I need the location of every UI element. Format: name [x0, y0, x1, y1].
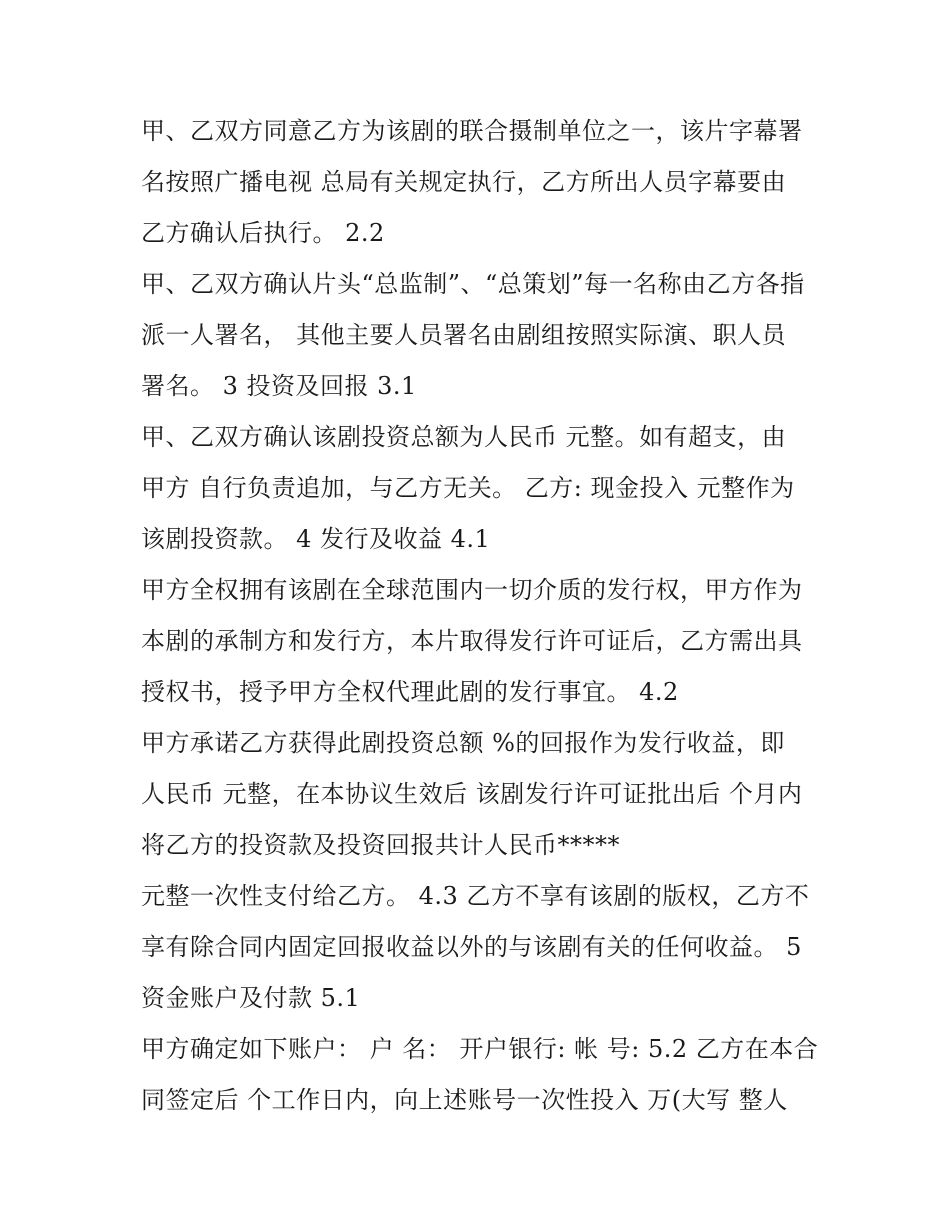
- text-line: 乙方确认后执行。 2.2: [141, 219, 385, 247]
- text-line: 甲方全权拥有该剧在全球范围内一切介质的发行权，甲方作为: [141, 576, 803, 604]
- text-line: 派一人署名， 其他主要人员署名由剧组按照实际演、职人员: [141, 321, 787, 349]
- text-line: 该剧投资款。 4 发行及收益 4.1: [141, 525, 491, 553]
- text-line: 甲、乙双方确认片头“总监制”、“总策划”每一名称由乙方各指: [141, 270, 805, 298]
- text-line: 甲方 自行负责追加，与乙方无关。 乙方: 现金投入 元整作为: [141, 474, 795, 502]
- text-line: 人民币 元整，在本协议生效后 该剧发行许可证批出后 个月内: [141, 780, 803, 808]
- text-line: 享有除合同内固定回报收益以外的与该剧有关的任何收益。 5: [141, 933, 802, 961]
- text-line: 甲、乙双方确认该剧投资总额为人民币 元整。如有超支，由: [141, 423, 787, 451]
- text-line: 授权书，授予甲方全权代理此剧的发行事宜。 4.2: [141, 678, 679, 706]
- text-line: 本剧的承制方和发行方，本片取得发行许可证后，乙方需出具: [141, 627, 803, 655]
- text-line: 署名。 3 投资及回报 3.1: [141, 372, 417, 400]
- text-line: 名按照广播电视 总局有关规定执行，乙方所出人员字幕要由: [141, 168, 787, 196]
- text-line: 甲、乙双方同意乙方为该剧的联合摄制单位之一，该片字幕署: [141, 117, 803, 145]
- text-line: 甲方确定如下账户： 户 名： 开户银行: 帐 号: 5.2 乙方在本合: [141, 1035, 819, 1063]
- text-line: 元整一次性支付给乙方。 4.3 乙方不享有该剧的版权，乙方不: [141, 882, 810, 910]
- text-line: 甲方承诺乙方获得此剧投资总额 %的回报作为发行收益，即: [141, 729, 785, 757]
- text-line: 将乙方的投资款及投资回报共计人民币*****: [141, 831, 620, 859]
- text-line: 资金账户及付款 5.1: [141, 984, 361, 1012]
- contract-text-block: [141, 106, 821, 1126]
- text-line: 同签定后 个工作日内，向上述账号一次性投入 万(大写 整人: [141, 1086, 788, 1114]
